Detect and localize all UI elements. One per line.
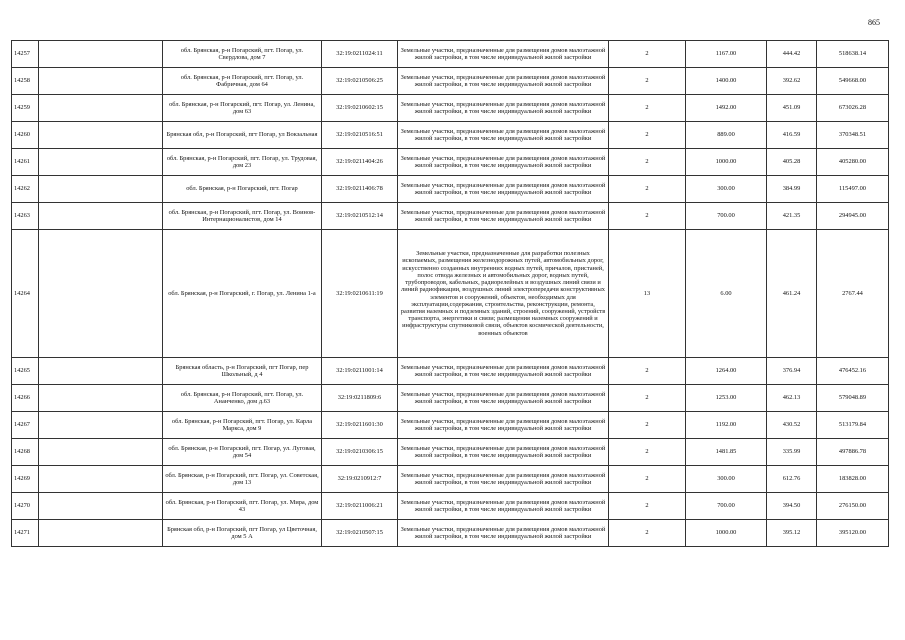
group-cell: 2 bbox=[609, 358, 686, 385]
rate-cell: 416.59 bbox=[767, 122, 817, 149]
address-cell: обл. Брянская, р-н Погарский, пгт. Погар, ул. Фабричная, дом 64 bbox=[163, 68, 322, 95]
land-use-cell bbox=[398, 176, 609, 203]
rate-cell: 461.24 bbox=[767, 230, 817, 358]
row-number: 14264 bbox=[12, 230, 39, 358]
row-number: 14258 bbox=[12, 68, 39, 95]
cadastral-value-cell: 294945.00 bbox=[817, 203, 889, 230]
area-cell: 1400.00 bbox=[686, 68, 767, 95]
cadastral-value-cell: 476452.16 bbox=[817, 358, 889, 385]
address-cell: Брянская обл, р-н Погарский, пгт Погар, ул Вокзальная bbox=[163, 122, 322, 149]
cadastral-number-cell: 32:19:0211809:6 bbox=[322, 385, 398, 412]
spacer-cell bbox=[39, 230, 163, 358]
land-use-cell bbox=[398, 68, 609, 95]
land-use-text: Земельные участки, предназначенные для размещения домов малоэтажной жилой застройки, в том числе индивидуальной жилой застройки bbox=[400, 417, 606, 432]
row-number: 14269 bbox=[12, 466, 39, 493]
land-registry-table bbox=[11, 40, 889, 547]
land-use-text: Земельные участки, предназначенные для размещения домов малоэтажной жилой застройки, в том числе индивидуальной жилой застройки bbox=[400, 471, 606, 486]
cadastral-number-cell: 32:19:0210506:25 bbox=[322, 68, 398, 95]
spacer-cell bbox=[39, 95, 163, 122]
land-use-cell bbox=[398, 439, 609, 466]
area-cell: 700.00 bbox=[686, 493, 767, 520]
group-cell: 2 bbox=[609, 203, 686, 230]
page-number: 865 bbox=[868, 18, 880, 27]
area-cell: 300.00 bbox=[686, 466, 767, 493]
table-row bbox=[12, 412, 889, 439]
land-use-cell bbox=[398, 122, 609, 149]
area-cell: 1000.00 bbox=[686, 149, 767, 176]
rate-cell: 384.99 bbox=[767, 176, 817, 203]
cadastral-number-cell: 32:19:0210512:14 bbox=[322, 203, 398, 230]
land-use-text: Земельные участки, предназначенные для размещения домов малоэтажной жилой застройки, в том числе индивидуальной жилой застройки bbox=[400, 100, 606, 115]
area-cell: 889.00 bbox=[686, 122, 767, 149]
land-use-cell bbox=[398, 466, 609, 493]
row-number: 14260 bbox=[12, 122, 39, 149]
land-use-text: Земельные участки, предназначенные для размещения домов малоэтажной жилой застройки, в том числе индивидуальной жилой застройки bbox=[400, 525, 606, 540]
cadastral-value-cell: 370348.51 bbox=[817, 122, 889, 149]
table-row bbox=[12, 95, 889, 122]
rate-cell: 421.35 bbox=[767, 203, 817, 230]
area-cell: 1481.85 bbox=[686, 439, 767, 466]
spacer-cell bbox=[39, 520, 163, 547]
cadastral-number-cell: 32:19:0211601:30 bbox=[322, 412, 398, 439]
cadastral-number-cell: 32:19:0210516:51 bbox=[322, 122, 398, 149]
address-cell: обл. Брянская, р-н Погарский, пгт. Погар, ул. Ленина, дом 63 bbox=[163, 95, 322, 122]
row-number: 14266 bbox=[12, 385, 39, 412]
group-cell: 2 bbox=[609, 122, 686, 149]
address-cell: обл. Брянская, р-н Погарский, пгт. Погар, ул. Луговая, дом 54 bbox=[163, 439, 322, 466]
cadastral-value-cell: 183828.00 bbox=[817, 466, 889, 493]
cadastral-number-cell: 32:19:0211001:14 bbox=[322, 358, 398, 385]
area-cell: 1253.00 bbox=[686, 385, 767, 412]
cadastral-value-cell: 513179.84 bbox=[817, 412, 889, 439]
spacer-cell bbox=[39, 122, 163, 149]
rate-cell: 430.52 bbox=[767, 412, 817, 439]
spacer-cell bbox=[39, 493, 163, 520]
spacer-cell bbox=[39, 203, 163, 230]
spacer-cell bbox=[39, 41, 163, 68]
group-cell: 2 bbox=[609, 385, 686, 412]
group-cell: 2 bbox=[609, 520, 686, 547]
rate-cell: 462.13 bbox=[767, 385, 817, 412]
rate-cell: 612.76 bbox=[767, 466, 817, 493]
address-cell: обл. Брянская, р-н Погарский, пгт. Погар, ул. Мира, дом 43 bbox=[163, 493, 322, 520]
land-use-cell bbox=[398, 149, 609, 176]
area-cell: 300.00 bbox=[686, 176, 767, 203]
land-use-cell bbox=[398, 95, 609, 122]
group-cell: 2 bbox=[609, 68, 686, 95]
land-use-text: Земельные участки, предназначенные для размещения домов малоэтажной жилой застройки, в том числе индивидуальной жилой застройки bbox=[400, 208, 606, 223]
land-use-cell bbox=[398, 412, 609, 439]
land-use-text: Земельные участки, предназначенные для размещения домов малоэтажной жилой застройки, в том числе индивидуальной жилой застройки bbox=[400, 73, 606, 88]
cadastral-number-cell: 32:19:0211404:26 bbox=[322, 149, 398, 176]
row-number: 14267 bbox=[12, 412, 39, 439]
address-cell: обл. Брянская, р-н Погарский, пгт. Погар, ул. Трудовая, дом 23 bbox=[163, 149, 322, 176]
land-use-text: Земельные участки, предназначенные для размещения домов малоэтажной жилой застройки, в том числе индивидуальной жилой застройки bbox=[400, 181, 606, 196]
land-use-text: Земельные участки, предназначенные для размещения домов малоэтажной жилой застройки, в том числе индивидуальной жилой застройки bbox=[400, 154, 606, 169]
group-cell: 2 bbox=[609, 466, 686, 493]
rate-cell: 451.09 bbox=[767, 95, 817, 122]
cadastral-value-cell: 405280.00 bbox=[817, 149, 889, 176]
row-number: 14262 bbox=[12, 176, 39, 203]
cadastral-value-cell: 2767.44 bbox=[817, 230, 889, 358]
land-use-text: Земельные участки, предназначенные для размещения домов малоэтажной жилой застройки, в том числе индивидуальной жилой застройки bbox=[400, 444, 606, 459]
land-use-cell bbox=[398, 493, 609, 520]
cadastral-value-cell: 673026.28 bbox=[817, 95, 889, 122]
cadastral-value-cell: 579048.89 bbox=[817, 385, 889, 412]
cadastral-number-cell: 32:19:0211006:21 bbox=[322, 493, 398, 520]
table-row bbox=[12, 176, 889, 203]
group-cell: 2 bbox=[609, 439, 686, 466]
cadastral-value-cell: 497886.78 bbox=[817, 439, 889, 466]
spacer-cell bbox=[39, 149, 163, 176]
table-row bbox=[12, 41, 889, 68]
spacer-cell bbox=[39, 358, 163, 385]
cadastral-number-cell: 32:19:0210611:19 bbox=[322, 230, 398, 358]
row-number: 14270 bbox=[12, 493, 39, 520]
address-cell: обл. Брянская, р-н Погарский, пгт. Погар, ул. Свердлова, дом 7 bbox=[163, 41, 322, 68]
address-cell: обл. Брянская, р-н Погарский, пгт. Погар bbox=[163, 176, 322, 203]
table-row bbox=[12, 439, 889, 466]
table-row bbox=[12, 230, 889, 358]
address-cell: Брянская обл, р-н Погарский, пгт Погар, ул Цветочная, дом 5 А bbox=[163, 520, 322, 547]
cadastral-value-cell: 276150.00 bbox=[817, 493, 889, 520]
group-cell: 2 bbox=[609, 493, 686, 520]
land-use-cell bbox=[398, 203, 609, 230]
land-use-cell bbox=[398, 41, 609, 68]
cadastral-number-cell: 32:19:0211406:78 bbox=[322, 176, 398, 203]
row-number: 14257 bbox=[12, 41, 39, 68]
address-cell: обл. Брянская, р-н Погарский, пгт. Погар, ул. Воинов-Интернационалистов, дом 14 bbox=[163, 203, 322, 230]
cadastral-number-cell: 32:19:0210306:15 bbox=[322, 439, 398, 466]
land-use-text: Земельные участки, предназначенные для размещения домов малоэтажной жилой застройки, в том числе индивидуальной жилой застройки bbox=[400, 46, 606, 61]
land-use-cell bbox=[398, 385, 609, 412]
spacer-cell bbox=[39, 412, 163, 439]
cadastral-value-cell: 115497.00 bbox=[817, 176, 889, 203]
rate-cell: 394.50 bbox=[767, 493, 817, 520]
address-cell: обл. Брянская, р-н Погарский, г. Погар, ул. Ленина 1-а bbox=[163, 230, 322, 358]
group-cell: 2 bbox=[609, 95, 686, 122]
rate-cell: 395.12 bbox=[767, 520, 817, 547]
row-number: 14259 bbox=[12, 95, 39, 122]
group-cell: 2 bbox=[609, 41, 686, 68]
row-number: 14261 bbox=[12, 149, 39, 176]
rate-cell: 444.42 bbox=[767, 41, 817, 68]
area-cell: 1167.00 bbox=[686, 41, 767, 68]
cadastral-number-cell: 32:19:0210912:7 bbox=[322, 466, 398, 493]
address-cell: Брянская область, р-н Погарский, пгт Погар, пер Школьный, д 4 bbox=[163, 358, 322, 385]
cadastral-number-cell: 32:19:0210602:15 bbox=[322, 95, 398, 122]
land-use-cell bbox=[398, 520, 609, 547]
area-cell: 700.00 bbox=[686, 203, 767, 230]
cadastral-value-cell: 549668.00 bbox=[817, 68, 889, 95]
table-row bbox=[12, 385, 889, 412]
address-cell: обл. Брянская, р-н Погарский, пгт. Погар, ул. Ананченко, дом д.63 bbox=[163, 385, 322, 412]
area-cell: 1192.00 bbox=[686, 412, 767, 439]
spacer-cell bbox=[39, 385, 163, 412]
cadastral-number-cell: 32:19:0210507:15 bbox=[322, 520, 398, 547]
spacer-cell bbox=[39, 176, 163, 203]
table-row bbox=[12, 149, 889, 176]
table-row bbox=[12, 520, 889, 547]
group-cell: 2 bbox=[609, 176, 686, 203]
spacer-cell bbox=[39, 68, 163, 95]
table-row bbox=[12, 466, 889, 493]
land-use-text: Земельные участки, предназначенные для размещения домов малоэтажной жилой застройки, в том числе индивидуальной жилой застройки bbox=[400, 127, 606, 142]
area-cell: 1492.00 bbox=[686, 95, 767, 122]
group-cell: 2 bbox=[609, 412, 686, 439]
group-cell: 2 bbox=[609, 149, 686, 176]
address-cell: обл. Брянская, р-н Погарский, пгт. Погар, ул. Советская, дом 13 bbox=[163, 466, 322, 493]
spacer-cell bbox=[39, 466, 163, 493]
land-use-text: Земельные участки, предназначенные для разработки полезных ископаемых, размещения железнодорожных путей, автомобильных дорог, искусственно созданных внутренних водных путей, причалов, пристаней, полос отвода железных и автомобильных дорог, водных путей, трубопроводов, кабельных, радиорелейных и воздушных линий связи и линий радиофикации, воздушных линий электропередачи конструктивных элементов и сооружений, объектов, необходимых для эксплуатации,содержания, строительства, реконструкции, ремонта, развития наземных и подземных зданий, строений, сооружений, устройств транспорта, энергетики и связи; размещения наземных сооружений и инфраструктуры спутниковой связи, объектов космической деятельности, военных объектов bbox=[400, 250, 606, 337]
table-row bbox=[12, 493, 889, 520]
table-row bbox=[12, 68, 889, 95]
area-cell: 1000.00 bbox=[686, 520, 767, 547]
row-number: 14268 bbox=[12, 439, 39, 466]
land-use-cell bbox=[398, 358, 609, 385]
land-use-cell bbox=[398, 230, 609, 358]
land-use-text: Земельные участки, предназначенные для размещения домов малоэтажной жилой застройки, в том числе индивидуальной жилой застройки bbox=[400, 390, 606, 405]
area-cell: 1264.00 bbox=[686, 358, 767, 385]
table-row bbox=[12, 203, 889, 230]
land-use-text: Земельные участки, предназначенные для размещения домов малоэтажной жилой застройки, в том числе индивидуальной жилой застройки bbox=[400, 363, 606, 378]
rate-cell: 405.28 bbox=[767, 149, 817, 176]
table-row bbox=[12, 358, 889, 385]
land-use-text: Земельные участки, предназначенные для размещения домов малоэтажной жилой застройки, в том числе индивидуальной жилой застройки bbox=[400, 498, 606, 513]
cadastral-value-cell: 518638.14 bbox=[817, 41, 889, 68]
rate-cell: 376.94 bbox=[767, 358, 817, 385]
cadastral-number-cell: 32:19:0211024:11 bbox=[322, 41, 398, 68]
rate-cell: 392.62 bbox=[767, 68, 817, 95]
row-number: 14271 bbox=[12, 520, 39, 547]
table-body bbox=[12, 41, 889, 547]
address-cell: обл. Брянская, р-н Погарский, пгт. Погар, ул. Карла Маркса, дом 9 bbox=[163, 412, 322, 439]
rate-cell: 335.99 bbox=[767, 439, 817, 466]
cadastral-value-cell: 395120.00 bbox=[817, 520, 889, 547]
area-cell: 6.00 bbox=[686, 230, 767, 358]
group-cell: 13 bbox=[609, 230, 686, 358]
row-number: 14265 bbox=[12, 358, 39, 385]
row-number: 14263 bbox=[12, 203, 39, 230]
spacer-cell bbox=[39, 439, 163, 466]
table-row bbox=[12, 122, 889, 149]
